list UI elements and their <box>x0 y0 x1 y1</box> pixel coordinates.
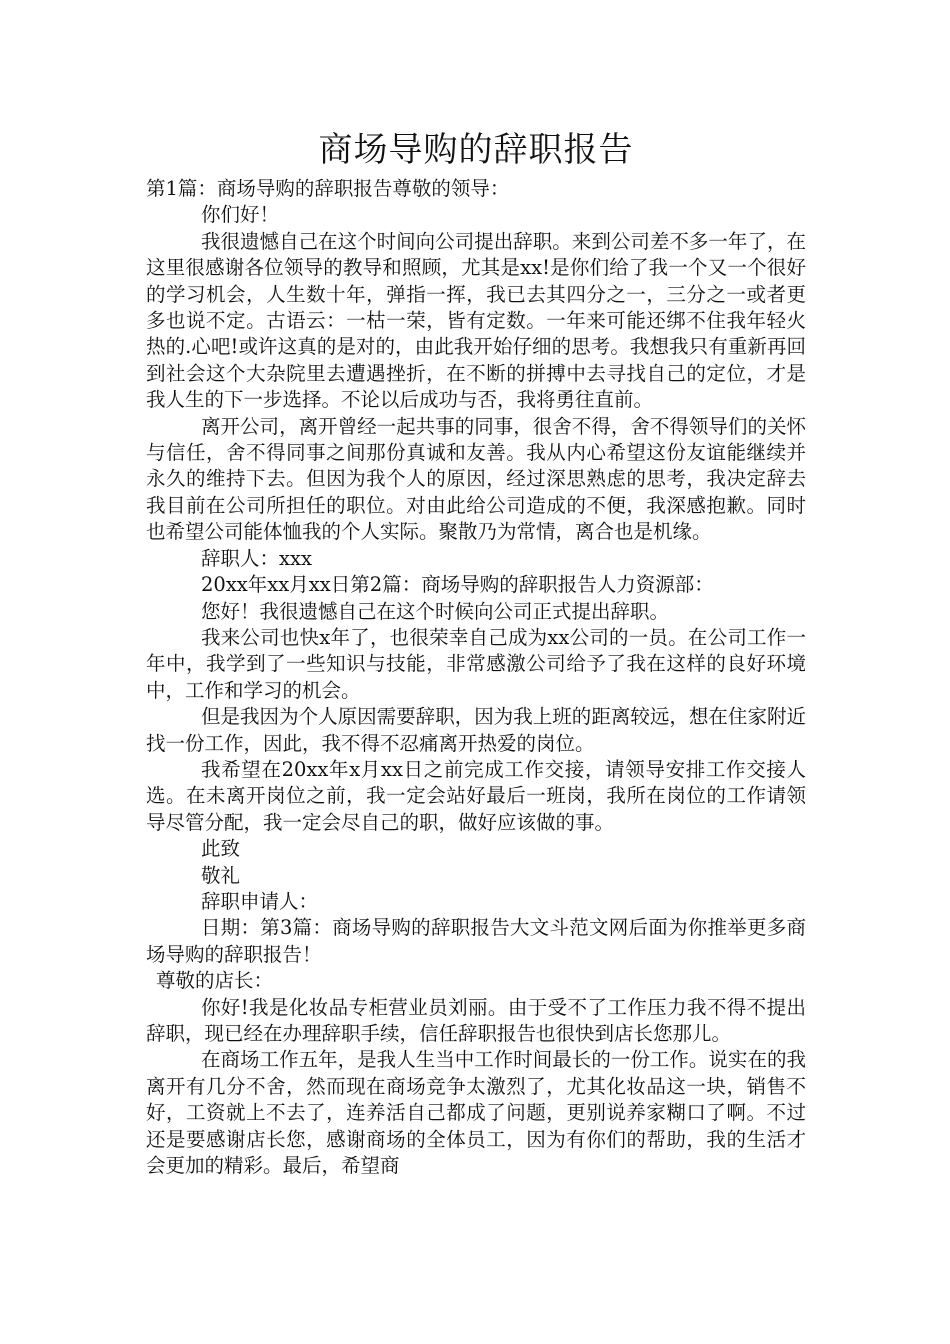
paragraph-17: 在商场工作五年，是我人生当中工作时间最长的一份工作。说实在的我离开有几分不舍，然而现在商场竞争太激烈了，尤其化妆品这一块，销售不好，工资就上不去了，连养活自己都成了问题，更别说养家糊口了啊。不过还是要感谢店长您，感谢商场的全体员工，因为有你们的帮助，我的生活才会更加的精彩。最后，希望商 <box>146 1048 806 1178</box>
paragraph-14: 日期：第3篇：商场导购的辞职报告大文斗范文网后面为你推举更多商场导购的辞职报告！ <box>146 916 806 966</box>
paragraph-12: 敬礼 <box>201 863 241 887</box>
paragraph-9: 但是我因为个人原因需要辞职，因为我上班的距离较远，想在住家附近找一份工作，因此，我不得不忍痛离开热爱的岗位。 <box>146 705 806 755</box>
paragraph-6: 20xx年xx月xx日第2篇：商场导购的辞职报告人力资源部： <box>201 573 714 597</box>
paragraph-2: 你们好！ <box>201 203 280 227</box>
paragraph-10: 我希望在20xx年x月xx日之前完成工作交接，请领导安排工作交接人选。在未离开岗位之前，我一定会站好最后一班岗，我所在岗位的工作请领导尽管分配，我一定会尽自己的职，做好应该做的事。 <box>146 757 806 834</box>
document-page <box>146 128 806 1179</box>
paragraph-8: 我来公司也快x年了，也很荣幸自己成为xx公司的一员。在公司工作一年中，我学到了一些知识与技能，非常感激公司给予了我在这样的良好环境中，工作和学习的机会。 <box>146 625 806 702</box>
paragraph-15: 尊敬的店长： <box>156 969 274 993</box>
document-title: 商场导购的辞职报告 <box>318 130 634 170</box>
paragraph-5: 辞职人：xxx <box>201 546 312 570</box>
paragraph-11: 此致 <box>201 837 241 861</box>
paragraph-16: 你好!我是化妆品专柜营业员刘丽。由于受不了工作压力我不得不提出辞职，现已经在办理辞职手续，信任辞职报告也很快到店长您那儿。 <box>146 995 806 1045</box>
paragraph-13: 辞职申请人： <box>201 889 319 913</box>
paragraph-1: 第1篇：商场导购的辞职报告尊敬的领导： <box>146 177 510 200</box>
paragraph-3: 我很遗憾自己在这个时间向公司提出辞职。来到公司差不多一年了，在这里很感谢各位领导的教导和照顾，尤其是xx!是你们给了我一个又一个很好的学习机会，人生数十年，弹指一挥，我已去其四分之一，三分之一或者更多也说不定。古语云：一枯一荣，皆有定数。一年来可能还绑不住我年轻火热的.心吧!或许这真的是对的，由此我开始仔细的思考。我想我只有重新再回到社会这个大杂院里去遭遇挫折，在不断的拼搏中去寻找自己的定位，才是我人生的下一步选择。不论以后成功与否，我将勇往直前。 <box>146 229 806 412</box>
paragraph-7: 您好！我很遗憾自己在这个时候向公司正式提出辞职。 <box>201 599 670 623</box>
document-body <box>146 176 806 1179</box>
paragraph-4: 离开公司，离开曾经一起共事的同事，很舍不得，舍不得领导们的关怀与信任，舍不得同事之间那份真诚和友善。我从内心希望这份友谊能继续并永久的维持下去。但因为我个人的原因，经过深思熟虑的思考，我决定辞去我目前在公司所担任的职位。对由此给公司造成的不便，我深感抱歉。同时也希望公司能体恤我的个人实际。聚散乃为常情，离合也是机缘。 <box>146 414 806 544</box>
